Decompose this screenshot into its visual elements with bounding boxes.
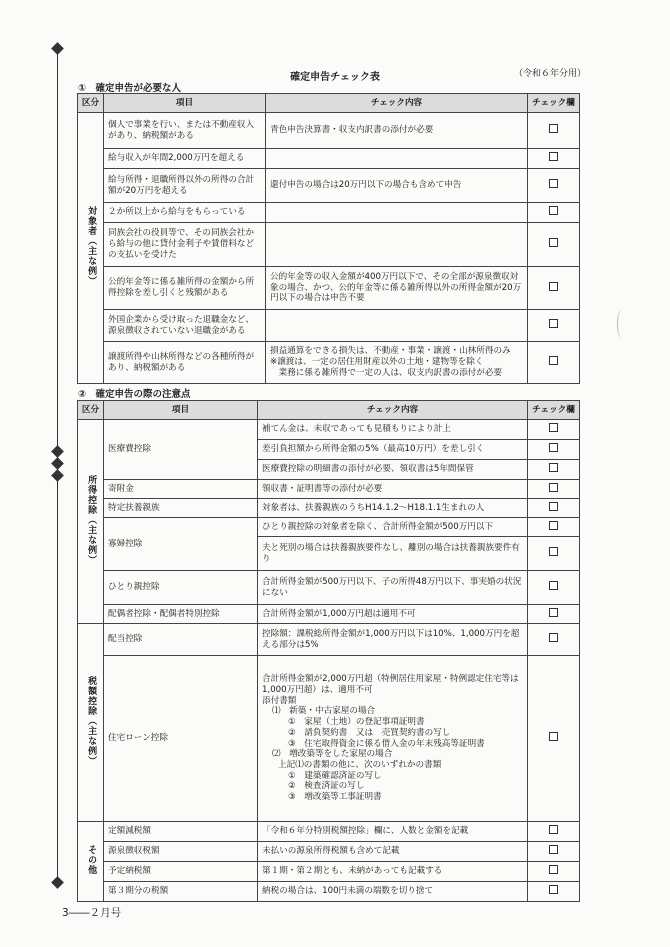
checkbox[interactable] bbox=[549, 547, 558, 556]
section1-table bbox=[77, 93, 580, 384]
checkbox[interactable] bbox=[549, 865, 558, 874]
content-cell: 補てん金は、未収であっても見積もりにより計上 bbox=[258, 420, 528, 440]
header-category: 区分 bbox=[78, 94, 104, 113]
checkbox[interactable] bbox=[549, 885, 558, 894]
checkbox[interactable] bbox=[549, 124, 558, 133]
checkbox[interactable] bbox=[549, 423, 558, 432]
item-cell: 個人で事業を行い、または不動産収入があり、納税額がある bbox=[104, 113, 266, 149]
checkbox[interactable] bbox=[549, 463, 558, 472]
binder-mark bbox=[51, 457, 64, 470]
item-cell: 第３期分の税額 bbox=[104, 882, 258, 902]
checkbox[interactable] bbox=[549, 319, 558, 328]
table-row bbox=[78, 149, 580, 169]
item-cell: 寡婦控除 bbox=[104, 518, 258, 571]
category-cell bbox=[78, 624, 104, 822]
table-row bbox=[78, 420, 580, 440]
check-cell[interactable] bbox=[528, 842, 580, 862]
table-row bbox=[78, 656, 580, 822]
checkbox[interactable] bbox=[549, 608, 558, 617]
check-cell[interactable] bbox=[528, 605, 580, 624]
content-cell: 差引負担額から所得金額の5%（最高10万円）を差し引く bbox=[258, 440, 528, 460]
table-row bbox=[78, 842, 580, 862]
category-cell bbox=[78, 420, 104, 624]
check-cell[interactable] bbox=[528, 656, 580, 822]
header-check: チェック欄 bbox=[528, 401, 580, 420]
section1-header-row bbox=[78, 94, 580, 113]
content-cell: 未払いの源泉所得税額も含めて記載 bbox=[258, 842, 528, 862]
checkbox[interactable] bbox=[549, 483, 558, 492]
table-row bbox=[78, 882, 580, 902]
category-label: 税額控除（主な例） bbox=[86, 675, 97, 766]
item-cell: 給与所得・退職所得以外の所得の合計額が20万円を超える bbox=[104, 169, 266, 203]
content-cell: 青色申告決算書・収支内訳書の添付が必要 bbox=[266, 113, 528, 149]
content-cell bbox=[266, 149, 528, 169]
content-cell: 対象者は、扶養親族のうちH14.1.2～H18.1.1生まれの人 bbox=[258, 499, 528, 518]
table-row bbox=[78, 605, 580, 624]
category-cell bbox=[78, 822, 104, 902]
checkbox[interactable] bbox=[549, 238, 558, 247]
content-cell: 医療費控除の明細書の添付が必要、領収書は5年間保管 bbox=[258, 460, 528, 480]
table-row bbox=[78, 624, 580, 656]
content-cell: 公的年金等の収入金額が400万円以下で、その全部が源泉徴収対象の場合、かつ、公的年金等に係る雑所得以外の所得金額が20万円以下の場合は申告不要 bbox=[266, 267, 528, 310]
checkbox[interactable] bbox=[549, 521, 558, 530]
checkbox[interactable] bbox=[549, 356, 558, 365]
checkbox[interactable] bbox=[549, 581, 558, 590]
item-cell: 特定扶養親族 bbox=[104, 499, 258, 518]
item-cell: 給与収入が年間2,000万円を超える bbox=[104, 149, 266, 169]
table-row bbox=[78, 480, 580, 499]
section2-heading: ② 確定申告の際の注意点 bbox=[78, 389, 191, 400]
check-cell[interactable] bbox=[528, 480, 580, 499]
content-cell bbox=[266, 223, 528, 267]
year-note: （令和６年分用） bbox=[514, 69, 587, 79]
category-label: 対象者（主な例） bbox=[86, 206, 97, 287]
item-cell: ２か所以上から給与をもらっている bbox=[104, 203, 266, 223]
table-row bbox=[78, 571, 580, 605]
binder-mark bbox=[51, 42, 64, 55]
content-cell: 合計所得金額が500万円以下、子の所得48万円以下、事実婚の状況にない bbox=[258, 571, 528, 605]
item-cell: 配偶者控除・配偶者特別控除 bbox=[104, 605, 258, 624]
category-cell bbox=[78, 113, 104, 384]
category-label: 所得控除（主な例） bbox=[86, 474, 97, 565]
item-cell: 医療費控除 bbox=[104, 420, 258, 480]
binder-mark bbox=[51, 445, 64, 458]
check-cell[interactable] bbox=[528, 267, 580, 310]
page-title: 確定申告チェック表 bbox=[290, 72, 380, 83]
check-cell[interactable] bbox=[528, 310, 580, 342]
content-cell: 損益通算をできる損失は、不動産・事業・譲渡・山林所得のみ ※譲渡は、一定の居住用財産以外の土地・建物等を除く 業務に係る雑所得で一定の人は、収支内訳書の添付が必要 bbox=[266, 342, 528, 384]
content-cell: 控除額：課税総所得金額が1,000万円以下は10%、1,000万円を超える部分は5% bbox=[258, 624, 528, 656]
content-cell: ひとり親控除の対象者を除く、合計所得金額が500万円以下 bbox=[258, 518, 528, 537]
table-row bbox=[78, 169, 580, 203]
content-cell bbox=[266, 203, 528, 223]
content-cell: 還付申告の場合は20万円以下の場合も含めて申告 bbox=[266, 169, 528, 203]
header-content: チェック内容 bbox=[266, 94, 528, 113]
header-check: チェック欄 bbox=[528, 94, 580, 113]
item-cell: 譲渡所得や山林所得などの各種所得があり、納税額がある bbox=[104, 342, 266, 384]
item-cell: 予定納税額 bbox=[104, 862, 258, 882]
item-cell: 定額減税額 bbox=[104, 822, 258, 842]
item-cell: 住宅ローン控除 bbox=[104, 656, 258, 822]
checkbox[interactable] bbox=[549, 845, 558, 854]
table-row bbox=[78, 203, 580, 223]
table-row bbox=[78, 862, 580, 882]
page-edge-mark bbox=[617, 310, 626, 338]
section2-header-row bbox=[78, 401, 580, 420]
checkbox[interactable] bbox=[549, 179, 558, 188]
check-cell[interactable] bbox=[528, 223, 580, 267]
checkbox[interactable] bbox=[549, 282, 558, 291]
check-cell[interactable] bbox=[528, 882, 580, 902]
content-cell: 納税の場合は、100円未満の端数を切り捨て bbox=[258, 882, 528, 902]
binder-mark bbox=[51, 469, 64, 482]
header-content: チェック内容 bbox=[258, 401, 528, 420]
table-row bbox=[78, 310, 580, 342]
item-cell: 同族会社の役員等で、その同族会社から給与の他に貸付金利子や賃借料などの支払いを受けた bbox=[104, 223, 266, 267]
check-cell[interactable] bbox=[528, 420, 580, 440]
content-cell: 合計所得金額が2,000万円超（特例居住用家屋・特例認定住宅等は1,000万円超）は、適用不可 添付書類 ⑴ 新築・中古家屋の場合 ① 家屋（土地）の登記事項証明書 ② 請負契約書 又は 売買契約書の写し ③ 住宅取得資金に係る借入金の年末残高等証明書 ⑵ 増改築等をした家屋の場合 上記⑴の書類の他に、次のいずれかの書類 ① 建築確認済証の写し ② 検査済証の写し ③ 増改築等工事証明書 bbox=[258, 656, 528, 822]
checkbox[interactable] bbox=[549, 152, 558, 161]
checkbox[interactable] bbox=[549, 633, 558, 642]
header-category: 区分 bbox=[78, 401, 104, 420]
check-cell[interactable] bbox=[528, 149, 580, 169]
table-row bbox=[78, 267, 580, 310]
check-cell[interactable] bbox=[528, 822, 580, 842]
check-cell[interactable] bbox=[528, 862, 580, 882]
item-cell: 外国企業から受け取った退職金など、源泉徴収されていない退職金がある bbox=[104, 310, 266, 342]
binder-mark bbox=[51, 876, 64, 889]
check-cell[interactable] bbox=[528, 537, 580, 571]
table-row bbox=[78, 223, 580, 267]
table-row bbox=[78, 499, 580, 518]
table-row bbox=[78, 342, 580, 384]
check-cell[interactable] bbox=[528, 624, 580, 656]
item-cell: 配当控除 bbox=[104, 624, 258, 656]
check-cell[interactable] bbox=[528, 499, 580, 518]
item-cell: ひとり親控除 bbox=[104, 571, 258, 605]
checkbox[interactable] bbox=[549, 502, 558, 511]
checkbox[interactable] bbox=[549, 443, 558, 452]
section2-table bbox=[77, 400, 580, 902]
content-cell: 夫と死別の場合は扶養親族要件なし、離別の場合は扶養親族要件有り bbox=[258, 537, 528, 571]
check-cell[interactable] bbox=[528, 169, 580, 203]
check-cell[interactable] bbox=[528, 113, 580, 149]
checkbox[interactable] bbox=[549, 206, 558, 215]
header-item: 項目 bbox=[104, 94, 266, 113]
item-cell: 寄附金 bbox=[104, 480, 258, 499]
content-cell: 合計所得金額が1,000万円超は適用不可 bbox=[258, 605, 528, 624]
checkbox[interactable] bbox=[549, 732, 558, 741]
table-row bbox=[78, 113, 580, 149]
check-cell[interactable] bbox=[528, 203, 580, 223]
section1-heading: ① 確定申告が必要な人 bbox=[78, 83, 182, 94]
check-cell[interactable] bbox=[528, 571, 580, 605]
category-label: その他 bbox=[86, 844, 97, 875]
table-row bbox=[78, 518, 580, 537]
header-item: 項目 bbox=[104, 401, 258, 420]
content-cell: 領収書・証明書等の添付が必要 bbox=[258, 480, 528, 499]
content-cell: 「令和６年分特別税額控除」欄に、人数と金額を記載 bbox=[258, 822, 528, 842]
table-row bbox=[78, 822, 580, 842]
checkbox[interactable] bbox=[549, 825, 558, 834]
check-cell[interactable] bbox=[528, 460, 580, 480]
content-cell: 第１期・第２期とも、未納があっても記載する bbox=[258, 862, 528, 882]
item-cell: 公的年金等に係る雑所得の金額から所得控除を差し引くと残額がある bbox=[104, 267, 266, 310]
item-cell: 源泉徴収税額 bbox=[104, 842, 258, 862]
content-cell bbox=[266, 310, 528, 342]
check-cell[interactable] bbox=[528, 518, 580, 537]
check-cell[interactable] bbox=[528, 342, 580, 384]
check-cell[interactable] bbox=[528, 440, 580, 460]
page-footer: 3――２月号 bbox=[62, 907, 122, 919]
